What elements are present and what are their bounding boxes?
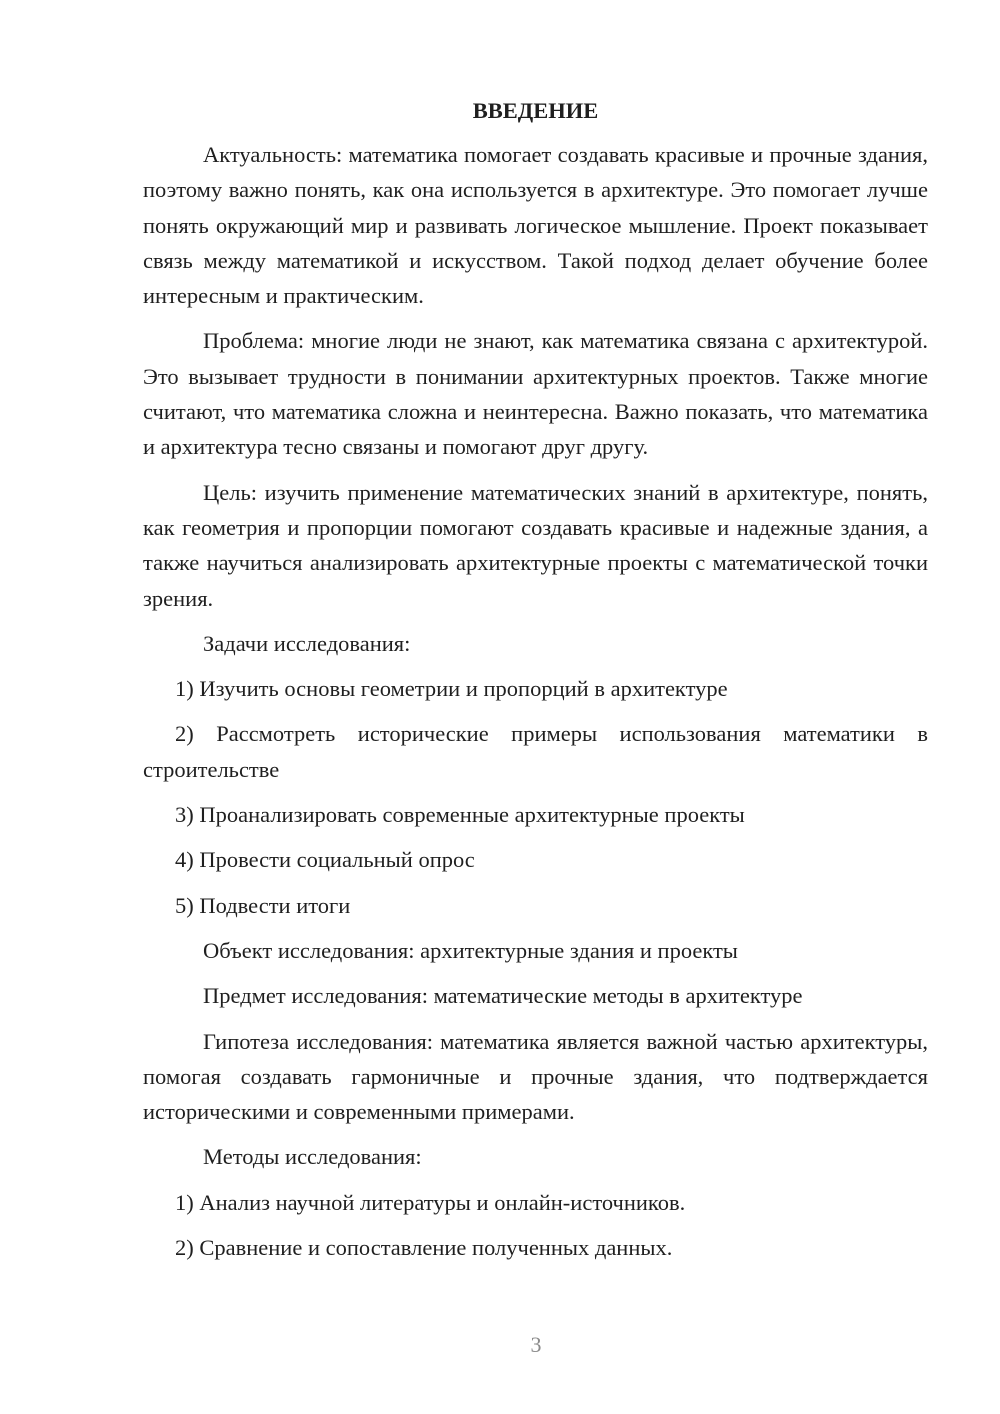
task-item: 1) Изучить основы геометрии и пропорций в архитектуре xyxy=(175,676,728,702)
task-item: 5) Подвести итоги xyxy=(175,892,351,918)
section-title: ВВЕДЕНИЕ xyxy=(472,98,599,123)
methods-heading: Методы исследования: xyxy=(203,1144,422,1170)
method-item: 1) Анализ научной литературы и онлайн-источников. xyxy=(175,1189,686,1215)
task-item: 2) Рассмотреть исторические примеры использования математики в строительстве xyxy=(143,721,928,782)
problem-paragraph: Проблема: многие люди не знают, как математика связана с архитектурой. Это вызывает трудности в понимании архитектурных проектов. Также многие считают, что математика сложна и неинтересна. Важно показать, что математика и архитектура тесно связаны и помогают друг другу. xyxy=(143,328,928,460)
method-item: 2) Сравнение и сопоставление полученных данных. xyxy=(175,1235,673,1261)
task-item: 3) Проанализировать современные архитектурные проекты xyxy=(175,802,745,828)
research-object: Объект исследования: архитектурные здания и проекты xyxy=(203,937,738,963)
tasks-heading: Задачи исследования: xyxy=(203,630,411,656)
relevance-paragraph: Актуальность: математика помогает создавать красивые и прочные здания, поэтому важно понять, как она используется в архитектуре. Это помогает лучше понять окружающий мир и развивать логическое мышление. Проект показывает связь между математикой и искусством. Такой подход делает обучение более интересным и практическим. xyxy=(143,142,928,309)
task-item: 4) Провести социальный опрос xyxy=(175,847,475,873)
hypothesis-paragraph: Гипотеза исследования: математика является важной частью архитектуры, помогая создавать гармоничные и прочные здания, что подтверждается историческими и современными примерами. xyxy=(143,1028,928,1125)
page-content xyxy=(143,95,928,1275)
page-number: 3 xyxy=(530,1332,542,1357)
research-subject: Предмет исследования: математические методы в архитектуре xyxy=(203,983,803,1009)
goal-paragraph: Цель: изучить применение математических знаний в архитектуре, понять, как геометрия и пропорции помогают создавать красивые и надежные здания, а также научиться анализировать архитектурные проекты с математической точки зрения. xyxy=(143,479,928,611)
